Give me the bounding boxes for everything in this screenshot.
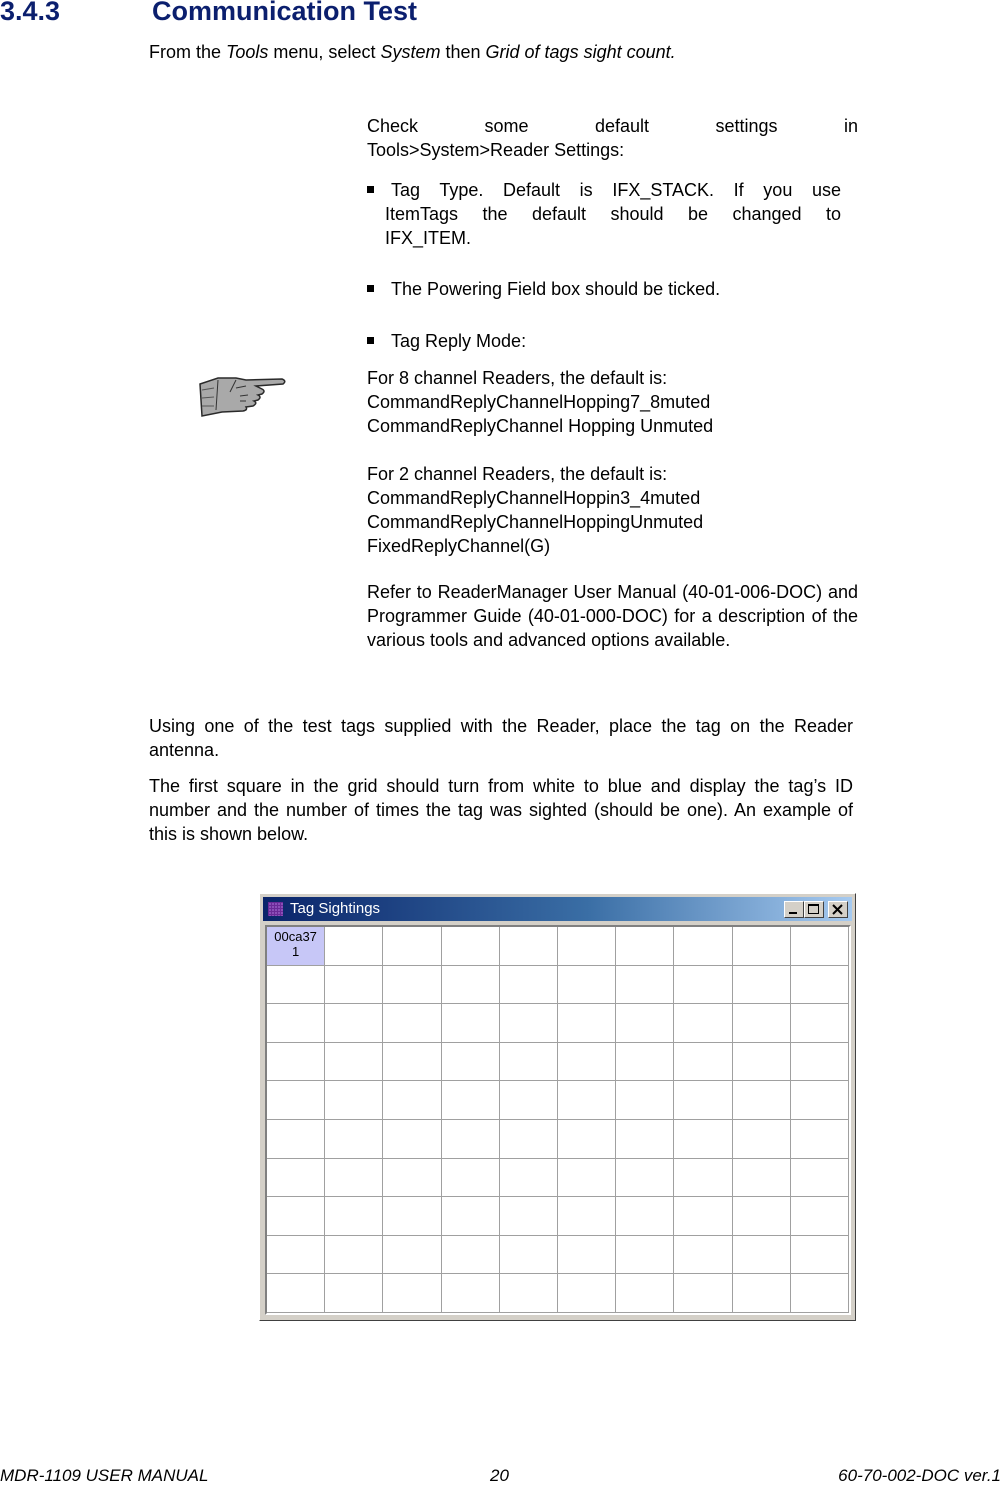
grid-cell[interactable] (674, 1274, 732, 1313)
maximize-button[interactable] (804, 901, 824, 918)
window-title: Tag Sightings (290, 900, 381, 917)
footer-manual-name: MDR-1109 USER MANUAL (0, 1466, 209, 1485)
grid-cell[interactable] (733, 966, 791, 1005)
bullet-line: The Powering Field box should be ticked. (391, 279, 721, 299)
tag-id: 00ca37 (274, 929, 317, 944)
footer-doc-id: 60-70-002-DOC ver.1 (838, 1466, 1001, 1485)
grid-cell[interactable] (616, 1043, 674, 1082)
maximize-icon (805, 902, 823, 917)
text-line: CommandReplyChannelHoppin3_4muted (367, 488, 701, 508)
grid-cell[interactable] (500, 1043, 558, 1082)
grid-cell[interactable] (442, 1197, 500, 1236)
word: some (484, 116, 529, 136)
text-line: For 2 channel Readers, the default is: (367, 464, 668, 484)
minimize-button[interactable] (784, 901, 804, 918)
grid-cell[interactable] (791, 1043, 849, 1082)
grid-cell[interactable] (442, 1043, 500, 1082)
two-channel-defaults (367, 462, 703, 558)
grid-cell[interactable] (442, 966, 500, 1005)
grid-cell[interactable] (500, 1004, 558, 1043)
grid-cell[interactable] (383, 966, 441, 1005)
grid-cell[interactable] (791, 966, 849, 1005)
grid-cell[interactable] (558, 1081, 616, 1120)
grid-cell[interactable] (674, 1004, 732, 1043)
intro-line (149, 40, 676, 64)
tag-sightings-grid (265, 925, 851, 1315)
grid-cell[interactable] (674, 1120, 732, 1159)
grid-cell[interactable] (733, 1120, 791, 1159)
grid-cell[interactable] (733, 1274, 791, 1313)
grid-cell[interactable] (674, 1159, 732, 1198)
check-line-2: Tools>System>Reader Settings: (367, 140, 625, 160)
bullet-line: Tag Type. Default is IFX_STACK. If you use (391, 180, 841, 200)
bullet-icon (367, 337, 374, 344)
grid-cell[interactable] (442, 1120, 500, 1159)
grid-cell[interactable] (616, 1274, 674, 1313)
text-line: CommandReplyChannelHopping7_8muted (367, 392, 711, 412)
grid-cell[interactable] (733, 1043, 791, 1082)
grid-cell[interactable] (442, 1081, 500, 1120)
close-icon (829, 902, 847, 917)
grid-cell[interactable] (791, 1081, 849, 1120)
minimize-icon (785, 902, 803, 917)
grid-cell[interactable] (616, 1236, 674, 1275)
grid-cell[interactable] (616, 927, 674, 966)
bullet-line: ItemTags the default should be changed to (385, 204, 841, 224)
text-line: CommandReplyChannel Hopping Unmuted (367, 416, 714, 436)
word: default (594, 116, 649, 136)
section-number: 3.4.3 (0, 0, 61, 26)
grid-cell[interactable] (325, 1159, 383, 1198)
grid-cell[interactable] (616, 1120, 674, 1159)
grid-cell[interactable] (325, 1081, 383, 1120)
grid-cell[interactable] (791, 1004, 849, 1043)
grid-cell[interactable] (267, 1120, 325, 1159)
check-line-1 (367, 114, 858, 138)
text-line: CommandReplyChannelHoppingUnmuted (367, 512, 704, 532)
grid-cell[interactable] (733, 1081, 791, 1120)
bullet-tag-reply-mode (367, 329, 526, 353)
grid-cell[interactable] (383, 1197, 441, 1236)
eight-channel-defaults (367, 366, 713, 438)
grid-cell[interactable] (500, 1236, 558, 1275)
tag-sightings-window (259, 893, 856, 1321)
grid-cell[interactable] (558, 1004, 616, 1043)
close-button[interactable] (828, 901, 848, 918)
grid-cell[interactable] (383, 1274, 441, 1313)
grid-cell[interactable] (791, 1120, 849, 1159)
grid-cell[interactable] (558, 1043, 616, 1082)
paragraph-place-tag: Using one of the test tags supplied with the Reader, place the tag on the Reader antenna. (149, 716, 853, 760)
grid-cell[interactable] (674, 1236, 732, 1275)
grid-cell[interactable] (616, 1197, 674, 1236)
grid-cell[interactable] (383, 1159, 441, 1198)
grid-cell[interactable] (674, 966, 732, 1005)
text-line: FixedReplyChannel(G) (367, 536, 551, 556)
grid-cell[interactable] (267, 1236, 325, 1275)
title-bar[interactable] (263, 897, 852, 921)
bullet-icon (367, 186, 374, 193)
grid-cell[interactable] (558, 1197, 616, 1236)
bullet-icon (367, 285, 374, 292)
grid-cell[interactable] (558, 1274, 616, 1313)
grid-cell[interactable] (500, 1274, 558, 1313)
sight-count: 1 (291, 944, 300, 959)
grid-cell[interactable] (791, 927, 849, 966)
grid-cell[interactable] (267, 1274, 325, 1313)
grid-cell[interactable] (674, 1197, 732, 1236)
grid-cell[interactable] (383, 1043, 441, 1082)
grid-cell[interactable] (325, 1236, 383, 1275)
grid-cell[interactable] (325, 1197, 383, 1236)
grid-cell[interactable] (733, 1159, 791, 1198)
grid-cell[interactable] (500, 1120, 558, 1159)
grid-cell[interactable] (791, 1274, 849, 1313)
bullet-line: IFX_ITEM. (385, 228, 472, 248)
grid-cell[interactable] (442, 1274, 500, 1313)
grid-cell[interactable] (558, 1159, 616, 1198)
grid-cell[interactable] (325, 927, 383, 966)
grid-cell[interactable] (500, 966, 558, 1005)
word: settings (715, 116, 778, 136)
grid-cell[interactable] (325, 966, 383, 1005)
grid-cell[interactable] (383, 1004, 441, 1043)
grid-cell[interactable] (267, 966, 325, 1005)
intro-text: then (440, 42, 486, 62)
section-title: Communication Test (152, 0, 418, 26)
grid-cell[interactable] (383, 1236, 441, 1275)
grid-cell[interactable] (733, 1197, 791, 1236)
grid-cell[interactable] (558, 966, 616, 1005)
grid-cell[interactable] (791, 1159, 849, 1198)
word: in (843, 116, 858, 136)
grid-cell[interactable] (442, 1236, 500, 1275)
section-heading (0, 0, 417, 27)
intro-system: System (380, 42, 441, 62)
grid-cell[interactable] (500, 1159, 558, 1198)
grid-cell[interactable] (674, 927, 732, 966)
grid-cell[interactable] (383, 1120, 441, 1159)
grid-cell[interactable] (267, 1197, 325, 1236)
grid-cell[interactable] (383, 927, 441, 966)
grid-cell[interactable] (616, 1159, 674, 1198)
bullet-tag-type (367, 178, 841, 250)
grid-cell[interactable] (325, 1274, 383, 1313)
grid-cell[interactable] (616, 966, 674, 1005)
grid-cell[interactable] (558, 1236, 616, 1275)
grid-cell[interactable] (674, 1043, 732, 1082)
bullet-line: Tag Reply Mode: (391, 331, 527, 351)
refer-paragraph: Refer to ReaderManager User Manual (40-01-006-DOC) and Programmer Guide (40-01-000-DOC) for a description of the various tools and advanced options available. (367, 582, 858, 650)
text-line: For 8 channel Readers, the default is: (367, 368, 668, 388)
grid-cell[interactable] (442, 927, 500, 966)
word: Check (367, 116, 419, 136)
intro-text: menu, select (268, 42, 381, 62)
grid-cell[interactable] (791, 1236, 849, 1275)
grid-cell[interactable] (500, 1197, 558, 1236)
grid-cell[interactable] (325, 1004, 383, 1043)
grid-cell[interactable] (442, 1159, 500, 1198)
pointing-hand-icon (196, 370, 288, 420)
grid-cell[interactable] (267, 1081, 325, 1120)
grid-cell[interactable] (791, 1197, 849, 1236)
grid-cell[interactable] (325, 1120, 383, 1159)
grid-cell[interactable] (733, 927, 791, 966)
grid-cell[interactable] (733, 1004, 791, 1043)
grid-cell[interactable] (500, 927, 558, 966)
grid-cell[interactable] (500, 1081, 558, 1120)
grid-cell[interactable] (558, 1120, 616, 1159)
grid-cell[interactable] (383, 1081, 441, 1120)
grid-cell-tag[interactable] (267, 927, 325, 966)
grid-cell[interactable] (674, 1081, 732, 1120)
bullet-powering-field (367, 277, 720, 301)
app-icon (268, 902, 283, 916)
grid-cell[interactable] (267, 1043, 325, 1082)
footer-page-number: 20 (490, 1466, 509, 1485)
grid-cell[interactable] (325, 1043, 383, 1082)
paragraph-grid-explanation: The first square in the grid should turn from white to blue and display the tag’s ID number and the number of times the tag was sighted (should be one). An example of this is shown below. (149, 776, 853, 844)
grid-cell[interactable] (442, 1004, 500, 1043)
grid-cell[interactable] (267, 1004, 325, 1043)
grid-cell[interactable] (267, 1159, 325, 1198)
intro-tools: Tools (226, 42, 269, 62)
grid-cell[interactable] (616, 1081, 674, 1120)
intro-grid-option: Grid of tags sight count. (485, 42, 676, 62)
intro-text: From the (149, 42, 227, 62)
grid-cell[interactable] (616, 1004, 674, 1043)
grid-cell[interactable] (558, 927, 616, 966)
grid-cell[interactable] (733, 1236, 791, 1275)
